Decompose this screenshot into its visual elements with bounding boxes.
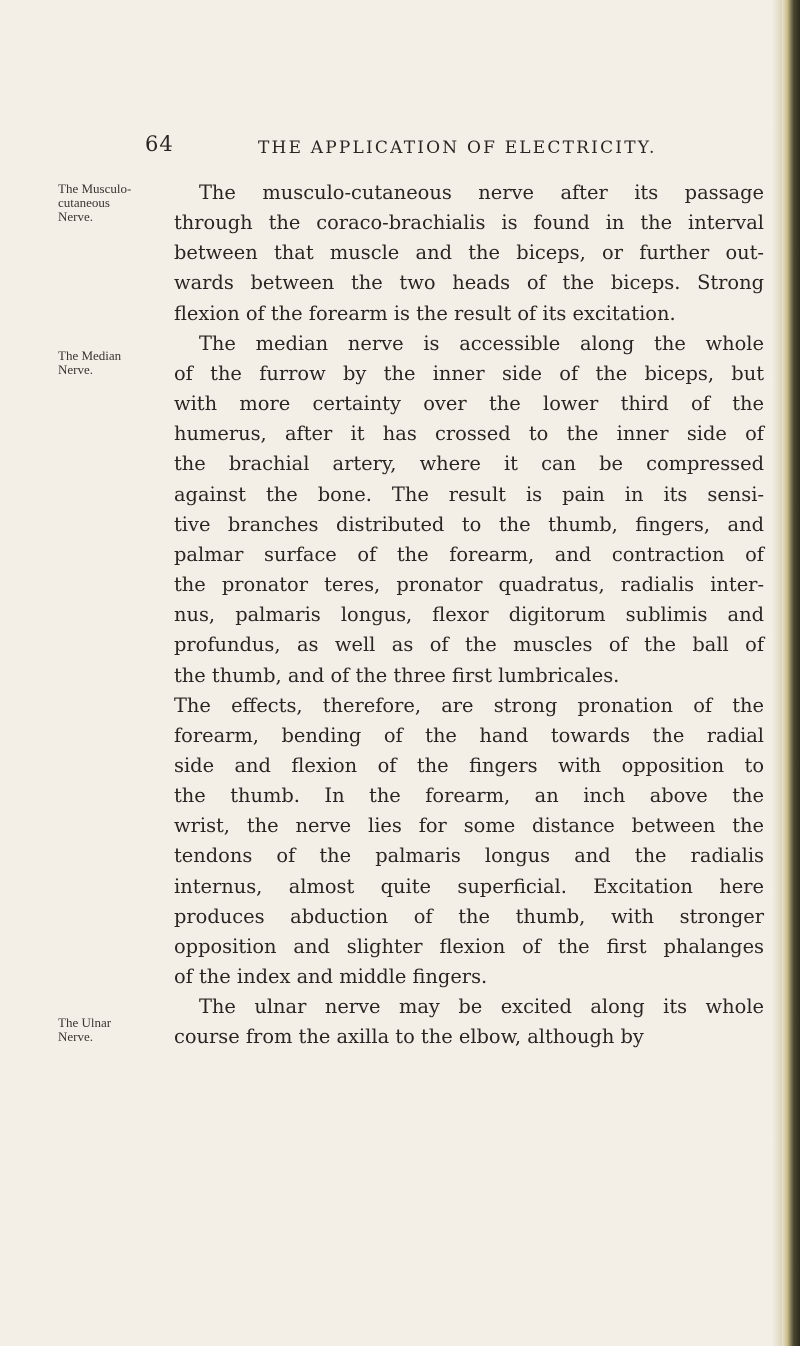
book-binding-edge bbox=[782, 0, 800, 1346]
text-line: internus, almost quite superficial. Excitation here bbox=[174, 874, 764, 898]
sidenote-median-nerve bbox=[58, 349, 158, 377]
text-line: against the bone. The result is pain in its sensi- bbox=[174, 482, 764, 506]
text-line: The median nerve is accessible along the whole bbox=[199, 331, 764, 355]
text-line: The ulnar nerve may be excited along its whole bbox=[199, 995, 764, 1019]
text-line: tive branches distributed to the thumb, fingers, and bbox=[174, 512, 764, 536]
page-edge-shadow bbox=[772, 0, 782, 1346]
sidenote-ulnar-nerve bbox=[58, 1016, 158, 1044]
text-line: The effects, therefore, are strong pronation of the bbox=[174, 693, 764, 717]
text-line: profundus, as well as of the muscles of the ball of bbox=[174, 633, 764, 657]
text-line: side and flexion of the fingers with opposition to bbox=[174, 753, 764, 777]
text-line: through the coraco-brachialis is found in the interval bbox=[174, 211, 764, 235]
text-line: tendons of the palmaris longus and the radialis bbox=[174, 844, 764, 868]
text-line: forearm, bending of the hand towards the radial bbox=[174, 723, 764, 747]
text-line: the thumb, and of the three first lumbricales. bbox=[174, 663, 620, 687]
page-header bbox=[0, 128, 800, 168]
running-head: THE APPLICATION OF ELECTRICITY. bbox=[258, 138, 657, 158]
text-line: wards between the two heads of the biceps. Strong bbox=[174, 271, 764, 295]
sidenote-line: The Ulnar bbox=[58, 1015, 112, 1030]
text-line: humerus, after it has crossed to the inner side of bbox=[174, 422, 764, 446]
text-line: between that muscle and the biceps, or further out- bbox=[174, 241, 764, 265]
text-line: of the index and middle fingers. bbox=[174, 965, 488, 989]
text-line: with more certainty over the lower third of the bbox=[174, 392, 764, 416]
sidenote-line: The Musculo- bbox=[58, 181, 132, 196]
text-line: The musculo-cutaneous nerve after its passage bbox=[199, 181, 764, 204]
text-line: course from the axilla to the elbow, although by bbox=[174, 1025, 644, 1049]
sidenote-line: Nerve. bbox=[58, 362, 94, 377]
sidenote-line: cutaneous bbox=[58, 195, 110, 210]
text-line: palmar surface of the forearm, and contraction of bbox=[174, 542, 764, 566]
text-line: wrist, the nerve lies for some distance between the bbox=[174, 814, 764, 838]
sidenote-line: Nerve. bbox=[58, 209, 94, 224]
text-line: produces abduction of the thumb, with stronger bbox=[174, 904, 764, 928]
sidenote-line: Nerve. bbox=[58, 1029, 94, 1044]
sidenote-line: The Median bbox=[58, 348, 122, 363]
text-line: the pronator teres, pronator quadratus, radialis inter- bbox=[174, 573, 764, 597]
text-line: nus, palmaris longus, flexor digitorum sublimis and bbox=[174, 603, 764, 627]
text-line: flexion of the forearm is the result of its excitation. bbox=[174, 301, 676, 325]
page-number: 64 bbox=[145, 132, 174, 156]
text-line: the brachial artery, where it can be compressed bbox=[174, 452, 764, 476]
text-line: opposition and slighter flexion of the first phalanges bbox=[174, 934, 764, 958]
text-line: of the furrow by the inner side of the biceps, but bbox=[174, 361, 764, 385]
text-line: the thumb. In the forearm, an inch above the bbox=[174, 784, 764, 808]
sidenote-musculo-cutaneous bbox=[58, 182, 158, 224]
body-text bbox=[174, 178, 764, 1053]
